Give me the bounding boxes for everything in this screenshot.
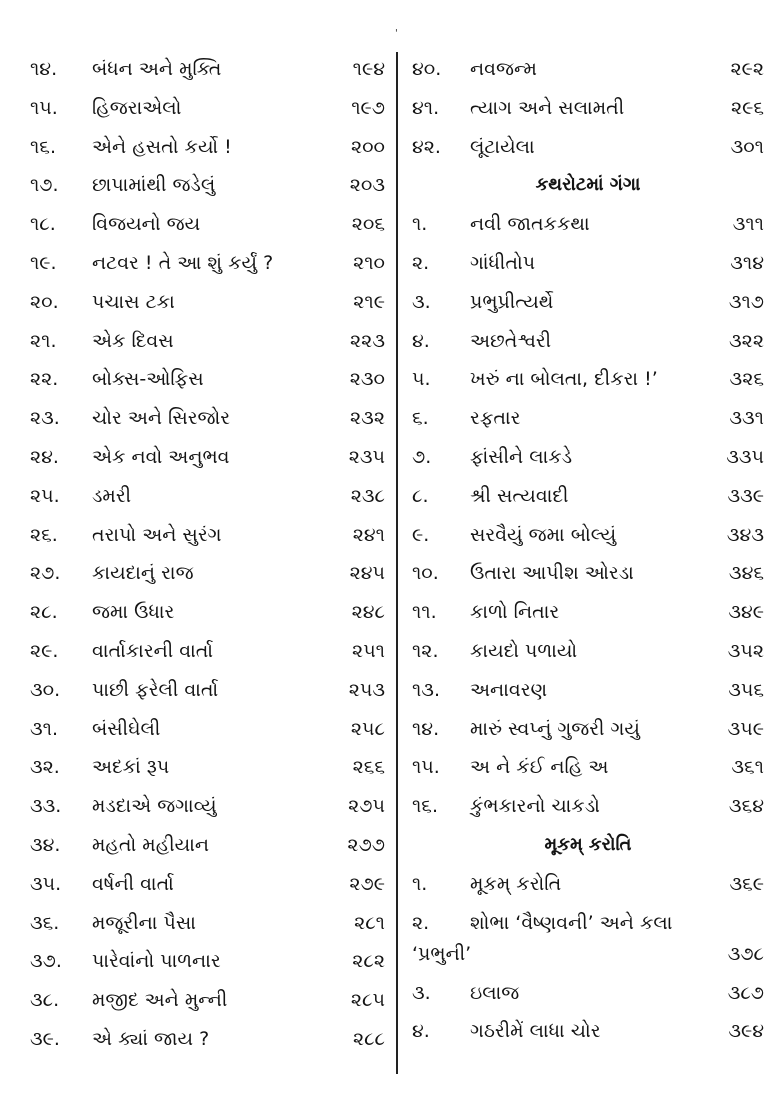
entry-number: ૪. xyxy=(412,329,430,352)
entry-title: મજીદ અને મુન્ની xyxy=(92,989,228,1012)
toc-entry xyxy=(30,865,385,904)
entry-page-number: ૩૦૧ xyxy=(730,135,764,158)
entry-number: ૪૧. xyxy=(412,96,440,119)
entry-title: પાછી ફરેલી વાર્તા xyxy=(92,678,219,701)
entry-number: ૧૬. xyxy=(412,795,438,818)
entry-number: ૨૬. xyxy=(30,523,58,546)
entry-number: ૮. xyxy=(412,484,429,507)
page-mark: ' xyxy=(395,28,398,39)
entry-title: એક દિવસ xyxy=(92,329,174,352)
entry-page-number: ૨૩૨ xyxy=(350,407,385,430)
entry-title: પારેવાંનો પાળનાર xyxy=(92,950,221,973)
entry-title: ઉતારા આપીશ ઓરડા xyxy=(470,562,634,585)
toc-entry xyxy=(30,516,385,555)
entry-number: ૨. xyxy=(412,251,430,274)
toc-entry xyxy=(412,50,764,89)
entry-page-number: ૨૮૫ xyxy=(350,989,385,1012)
entry-page-number: ૨૮૮ xyxy=(352,1027,385,1050)
entry-title: બંધન અને મુક્તિ xyxy=(92,58,222,80)
entry-number: ૩૩. xyxy=(30,795,62,818)
entry-page-number: ૩૬૧ xyxy=(731,756,764,779)
entry-page-number: ૨૭૯ xyxy=(349,872,385,895)
toc-entry xyxy=(30,554,385,593)
entry-page-number: ૩૩૯ xyxy=(727,484,764,507)
toc-entry xyxy=(412,632,764,671)
entry-number: ૨૨. xyxy=(30,368,59,391)
entry-page-number: ૨૭૫ xyxy=(348,795,385,818)
entry-page-number: ૩૪૩ xyxy=(726,523,764,546)
entry-title: વાર્તાકારની વાર્તા xyxy=(92,639,214,662)
entry-page-number: ૩૬૪ xyxy=(728,795,764,818)
toc-entry xyxy=(412,710,764,749)
entry-page-number: ૨૬૬ xyxy=(352,756,385,779)
entry-title: મડદાએ જગાવ્યું xyxy=(92,795,217,818)
toc-entry xyxy=(30,671,385,710)
toc-entry xyxy=(30,283,385,322)
entry-number: ૩૦. xyxy=(30,678,61,701)
toc-entry xyxy=(30,360,385,399)
entry-title: એને હસતો કર્યો ! xyxy=(92,135,232,158)
entry-title: અદકાં રૂપ xyxy=(92,756,170,779)
entry-title: નવજન્મ xyxy=(470,58,537,80)
entry-page-number: ૩૭૮ xyxy=(727,942,764,965)
entry-title: ચોર અને સિરજોર xyxy=(92,407,231,430)
entry-page-number: ૨૦૬ xyxy=(351,213,385,236)
entry-title: પચાસ ટકા xyxy=(92,290,175,313)
entry-title: હિજરાએલો xyxy=(92,96,182,119)
entry-page-number: ૩૨૬ xyxy=(729,368,764,391)
entry-title: અ ને કંઈ નહિ અ xyxy=(470,756,609,779)
toc-entry xyxy=(30,942,385,981)
entry-page-number: ૩૧૧ xyxy=(732,213,764,236)
entry-number: ૩૫. xyxy=(30,872,62,895)
toc-entry xyxy=(30,128,385,167)
entry-number: ૩. xyxy=(412,290,431,313)
entry-title: શોભા ‘વૈષ્ણવની’ અને કલા xyxy=(470,911,673,934)
column-divider xyxy=(396,52,398,1074)
entry-page-number: ૩૧૭ xyxy=(728,290,764,313)
toc-entry xyxy=(30,632,385,671)
entry-number: ૩૧. xyxy=(30,717,59,740)
entry-number: ૧૨. xyxy=(412,639,439,662)
entry-page-number: ૨૧૦ xyxy=(353,251,385,274)
entry-title: કાયદાનું રાજ xyxy=(92,562,194,585)
entry-number: ૧૮. xyxy=(30,213,56,236)
entry-title: નવી જાતકકથા xyxy=(470,213,590,236)
entry-title: નટવર ! તે આ શું કર્યું ? xyxy=(92,251,274,274)
entry-page-number: ૨૪૮ xyxy=(351,601,385,624)
toc-entry xyxy=(412,89,764,128)
entry-page-number: ૨૫૮ xyxy=(350,717,385,740)
entry-number: ૧. xyxy=(412,213,428,236)
toc-entry xyxy=(412,244,764,283)
entry-page-number: ૧૯૪ xyxy=(352,58,385,80)
entry-page-number: ૩૧૪ xyxy=(730,251,764,274)
entry-number: ૩. xyxy=(412,981,431,1004)
entry-number: ૧૫. xyxy=(30,96,58,119)
toc-entry xyxy=(30,322,385,361)
entry-page-number: ૨૦૩ xyxy=(349,174,385,197)
entry-page-number: ૩૪૯ xyxy=(728,601,764,624)
entry-title: ખરું ના બોલતા, દીકરા !’ xyxy=(470,368,658,391)
toc-entry xyxy=(412,974,764,1013)
entry-number: ૧૧. xyxy=(412,601,437,624)
section-heading-kathrotma-ganga: કથરોટમાં ગંગા xyxy=(535,174,641,196)
toc-entry xyxy=(30,826,385,865)
toc-entry xyxy=(30,438,385,477)
toc-entry xyxy=(30,166,385,205)
entry-page-number: ૨૩૮ xyxy=(350,484,385,507)
entry-title-continuation: ‘પ્રભુની’ xyxy=(412,942,472,965)
entry-title: રફતાર xyxy=(470,407,521,430)
toc-entry xyxy=(30,399,385,438)
entry-number: ૩૮. xyxy=(30,989,60,1012)
entry-page-number: ૩૬૯ xyxy=(729,872,764,895)
toc-entry xyxy=(412,671,764,710)
toc-entry xyxy=(412,748,764,787)
entry-title: શ્રી સત્યવાદી xyxy=(470,484,569,507)
entry-title: મારું સ્વપ્નું ગુજરી ગયું xyxy=(470,717,640,740)
entry-title: બંસીઘેલી xyxy=(92,717,161,740)
entry-title: ઇલાજ xyxy=(470,981,520,1004)
toc-entry xyxy=(30,1020,385,1059)
toc-entry xyxy=(30,89,385,128)
entry-number: ૭. xyxy=(412,445,432,468)
toc-entry xyxy=(30,981,385,1020)
toc-entry xyxy=(412,787,764,826)
toc-entry xyxy=(30,787,385,826)
toc-entry xyxy=(412,904,764,974)
entry-number: ૨૧. xyxy=(30,329,57,352)
entry-number: ૧૩. xyxy=(412,678,441,701)
entry-page-number: ૨૩૫ xyxy=(348,445,385,468)
entry-title: ગાંધીતોપ xyxy=(470,251,536,274)
toc-entry xyxy=(412,128,764,167)
entry-number: ૨૭. xyxy=(30,562,61,585)
entry-number: ૧૫. xyxy=(412,756,440,779)
entry-page-number: ૨૮૧ xyxy=(354,911,385,934)
entry-number: ૨૪. xyxy=(30,445,59,468)
entry-title: ત્યાગ અને સલામતી xyxy=(470,96,625,119)
toc-entry xyxy=(30,748,385,787)
entry-title: છાપામાંથી જડેલું xyxy=(92,174,216,197)
toc-entry xyxy=(412,322,764,361)
entry-number: ૯. xyxy=(412,523,430,546)
entry-page-number: ૨૧૯ xyxy=(353,290,385,313)
entry-title: મજૂરીના પૈસા xyxy=(92,911,196,934)
entry-title: કુંભકારનો ચાકડો xyxy=(470,795,600,818)
entry-number: ૨૮. xyxy=(30,601,58,624)
entry-number: ૫. xyxy=(412,368,431,391)
toc-entry xyxy=(30,710,385,749)
entry-page-number: ૨૪૫ xyxy=(349,562,385,585)
toc-entry xyxy=(412,516,764,555)
toc-entry xyxy=(412,205,764,244)
entry-number: ૧૯. xyxy=(30,251,57,274)
entry-number: ૧૪. xyxy=(30,58,58,80)
entry-page-number: ૨૭૭ xyxy=(347,833,385,856)
entry-number: ૪. xyxy=(412,1020,430,1043)
entry-title: એક નવો અનુભવ xyxy=(92,445,230,468)
entry-number: ૬. xyxy=(412,407,429,430)
entry-number: ૧૭. xyxy=(30,174,59,197)
entry-title: પ્રભુપ્રીત્યર્થે xyxy=(470,290,554,313)
left-column xyxy=(30,50,385,1059)
entry-number: ૧૦. xyxy=(412,562,439,585)
toc-entry xyxy=(30,593,385,632)
entry-title: બોક્સ-ઓફિસ xyxy=(92,368,204,391)
entry-title: અછતેશ્વરી xyxy=(470,329,552,352)
entry-number: ૪૨. xyxy=(412,135,441,158)
entry-page-number: ૩૮૭ xyxy=(727,981,764,1004)
entry-number: ૨૦. xyxy=(30,290,59,313)
entry-number: ૧૪. xyxy=(412,717,440,740)
entry-page-number: ૩૨૨ xyxy=(729,329,764,352)
entry-page-number: ૨૯૬ xyxy=(730,96,764,119)
entry-title: તરાપો અને સુરંગ xyxy=(92,523,222,546)
entry-page-number: ૩૫૯ xyxy=(727,717,764,740)
entry-number: ૨૫. xyxy=(30,484,60,507)
entry-number: ૧૬. xyxy=(30,135,56,158)
entry-number: ૨. xyxy=(412,911,430,934)
section-heading-mukam-karoti: મૂકમ્ કરોતિ xyxy=(544,833,632,855)
toc-entry xyxy=(412,865,764,904)
entry-page-number: ૩૪૬ xyxy=(728,562,764,585)
toc-entry xyxy=(412,438,764,477)
entry-number: ૩૨. xyxy=(30,756,60,779)
entry-number: ૩૬. xyxy=(30,911,60,934)
entry-page-number: ૩૯૪ xyxy=(728,1020,764,1043)
right-column xyxy=(412,50,764,1051)
entry-title: વર્ષની વાર્તા xyxy=(92,872,174,895)
entry-page-number: ૨૮૨ xyxy=(352,950,385,973)
entry-title: એ ક્યાં જાય ? xyxy=(92,1027,210,1050)
entry-title: મહતો મહીયાન xyxy=(92,833,210,856)
entry-title: ફાંસીને લાકડે xyxy=(470,445,573,468)
toc-entry xyxy=(412,399,764,438)
entry-page-number: ૨૯૨ xyxy=(730,58,764,80)
entry-number: ૨૯. xyxy=(30,639,59,662)
entry-page-number: ૩૫૨ xyxy=(727,639,764,662)
entry-page-number: ૧૯૭ xyxy=(351,96,385,119)
entry-title: મૂકમ્ કરોતિ xyxy=(470,872,562,895)
toc-entry xyxy=(412,1012,764,1051)
toc-entry xyxy=(30,904,385,943)
toc-entry xyxy=(412,283,764,322)
toc-entry xyxy=(30,205,385,244)
entry-title: કાયદો પળાયો xyxy=(470,639,578,662)
toc-entry xyxy=(30,244,385,283)
toc-entry xyxy=(412,360,764,399)
entry-title: સરવૈયું જમા બોલ્યું xyxy=(470,523,617,546)
entry-page-number: ૨૨૩ xyxy=(350,329,385,352)
entry-page-number: ૨૫૩ xyxy=(348,678,385,701)
entry-page-number: ૨૫૧ xyxy=(352,639,385,662)
entry-number: ૪૦. xyxy=(412,58,442,80)
toc-entry xyxy=(412,593,764,632)
entry-title: જમા ઉધાર xyxy=(92,601,175,624)
toc-entry xyxy=(30,477,385,516)
entry-page-number: ૩૩૧ xyxy=(729,407,764,430)
toc-entry xyxy=(30,50,385,89)
entry-title: કાળો નિતાર xyxy=(470,601,560,624)
entry-number: ૧. xyxy=(412,872,428,895)
entry-title: લૂંટાયેલા xyxy=(470,135,535,158)
entry-number: ૩૭. xyxy=(30,950,62,973)
entry-number: ૨૩. xyxy=(30,407,60,430)
entry-title: વિજયનો જય xyxy=(92,213,201,236)
entry-page-number: ૨૩૦ xyxy=(349,368,385,391)
toc-entry xyxy=(412,554,764,593)
entry-number: ૩૯. xyxy=(30,1027,60,1050)
entry-title: અનાવરણ xyxy=(470,678,548,701)
entry-page-number: ૨૦૦ xyxy=(350,135,385,158)
entry-page-number: ૩૫૬ xyxy=(728,678,764,701)
entry-title: ડમરી xyxy=(92,484,132,507)
entry-title: ગઠરીમેં લાધા ચોર xyxy=(470,1020,601,1043)
entry-number: ૩૪. xyxy=(30,833,61,856)
entry-page-number: ૨૪૧ xyxy=(352,523,385,546)
toc-entry xyxy=(412,477,764,516)
entry-page-number: ૩૩૫ xyxy=(726,445,764,468)
